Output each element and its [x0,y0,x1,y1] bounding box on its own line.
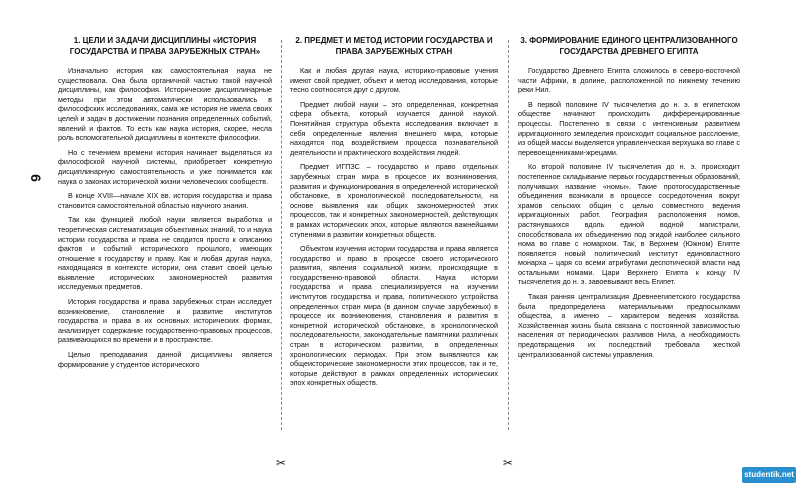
paragraph: Как и любая другая наука, историко-правовые учения имеют свой предмет, объект и метод исследования, которые тесно соотносятся друг с другом. [290,66,498,95]
paragraph: Ко второй половине IV тысячелетия до н. э. происходит постепенное складывание первых государственных образований, получивших название «номы». Такие протогосударственные объединения возникали в процессе сосредоточения вокруг храмов сельских общин с целью совместного ведения ирригационных работ. География расположения номов, растянувшихся вдоль единой водной магистрали, способствовала их объединению под эгидой наиболее сильного нома во главе с номархом. Так, в Верхнем (Южном) Египте появляется новый политический институт единовластного монарха – царя со всеми атрибутами деспотической власти над остальными номами. Цари Верхнего Египта к концу IV тысячелетия до н. э. завоевывают весь Египет. [518,162,740,287]
paragraph: Предмет любой науки – это определенная, конкретная сфера объекта, который изучается данной наукой. Понятийная структура объекта исследования включает в себя определенные явления внешнего мира, которые находятся под воздействием процесса познавательной деятельности и практического воздействия людей. [290,99,498,157]
column-divider [508,40,509,430]
watermark-logo: studentik.net [742,467,796,483]
section-heading-1: 1. ЦЕЛИ И ЗАДАЧИ ДИСЦИПЛИНЫ «ИСТОРИЯ ГОСУДАРСТВА И ПРАВА ЗАРУБЕЖНЫХ СТРАН» [69,36,261,56]
paragraph: Предмет ИГПЗС – государство и право отдельных зарубежных стран мира в процессе их возникновения, развития и функционирования в определенной исторической обстановке, в хронологической последовательности, на основе выявления как общих закономерностей этих процессов, так и конкретных закономерностей, действующих в рамках исторических эпох, которые являются важнейшими ступенями в развитии конкретных обществ. [290,162,498,239]
paragraph: Изначально история как самостоятельная наука не существовала. Она была органичной частью такой научной дисциплины, как философия. Исторические дисциплинарные методы при этом автоматически использовались в философских исследованиях, сама же история не имела своих целей и задач в достижении познания определенных событий, явлений и фактов. То есть как наука история, скорее, несла роль вспомогательной дисциплины в контексте философии. [58,66,272,143]
column-3 [518,36,740,476]
paragraph: История государства и права зарубежных стран исследует возникновение, становление и развитие институтов государства и права в их основных исторических формах, анализирует содержание государственно-правовых процессов, развивающихся во времени и в пространстве. [58,297,272,345]
scissors-icon: ✂ [276,456,287,470]
scissors-icon: ✂ [503,456,514,470]
paragraph: Объектом изучения истории государства и права является государство и право в процессе своего исторического развития, явления социальной жизни, происходящие в государственно-правовой области. Наука истории государства и права специализируется на изучении институтов государства и права, политического устройства определенных стран мира (в данном случае зарубежных) в процессе их возникновения, становления и развития в конкретной исторической обстановке, в хронологической последовательности, законодательные памятники различных стран в историческом развитии, в определенных хронологических периодах. При этом выявляются как общеисторические закономерности этих процессов, так и те, которые действуют в рамках определенных исторических эпох конкретных обществ. [290,244,498,388]
section-heading-3: 3. ФОРМИРОВАНИЕ ЕДИНОГО ЦЕНТРАЛИЗОВАННОГО ГОСУДАРСТВА ДРЕВНЕГО ЕГИПТА [520,36,738,56]
paragraph: В конце XVIII—начале XIX вв. история государства и права становится самостоятельной областью научного знания. [58,191,272,210]
paragraph: Такая ранняя централизация Древнеегипетского государства была предопределена материальными предпосылками общества, а именно – характером ведения хозяйства. Хозяйственная жизнь была связана с постоянной зависимостью населения от периодических разливов Нила, а необходимость предотвращения их последствий требовала жесткой централизованной системы управления. [518,292,740,359]
column-1 [58,36,272,476]
column-divider [281,40,282,430]
paragraph: Целью преподавания данной дисциплины является формирование у студентов исторического [58,350,272,369]
paragraph: В первой половине IV тысячелетия до н. э. в египетском обществе начинают происходить дифференцированные процессы. Постепенно в связи с интенсивным развитием ирригационного земледелия происходит социальное расслоение, из общей массы выделяется управленческая верхушка во главе с перевоещенниками-жрецами. [518,99,740,157]
paragraph: Государство Древнего Египта сложилось в северо-восточной части Африки, в долине, расположенной по нижнему течению реки Нил. [518,66,740,95]
paragraph: Так как функцией любой науки является выработка и теоретическая систематизация объективных знаний, то и наука истории государства и права не сводится просто к описанию фактов и событий исторического прошлого, имеющих отношение к государству и праву. Как и любая другая наука, находящаяся в контексте истории, она ставит своей целью выявление исторических закономерностей развития исследуемых предметов. [58,215,272,292]
section-heading-2: 2. ПРЕДМЕТ И МЕТОД ИСТОРИИ ГОСУДАРСТВА И ПРАВА ЗАРУБЕЖНЫХ СТРАН [295,36,493,56]
column-2 [290,36,498,476]
paragraph: Но с течением времени история начинает выделяться из философской научной системы, приобретает конкретную дисциплинарную самостоятельность и уже понимается как наука о законах исторической жизни человеческих сообществ. [58,147,272,186]
page-number: 6 [27,174,44,182]
